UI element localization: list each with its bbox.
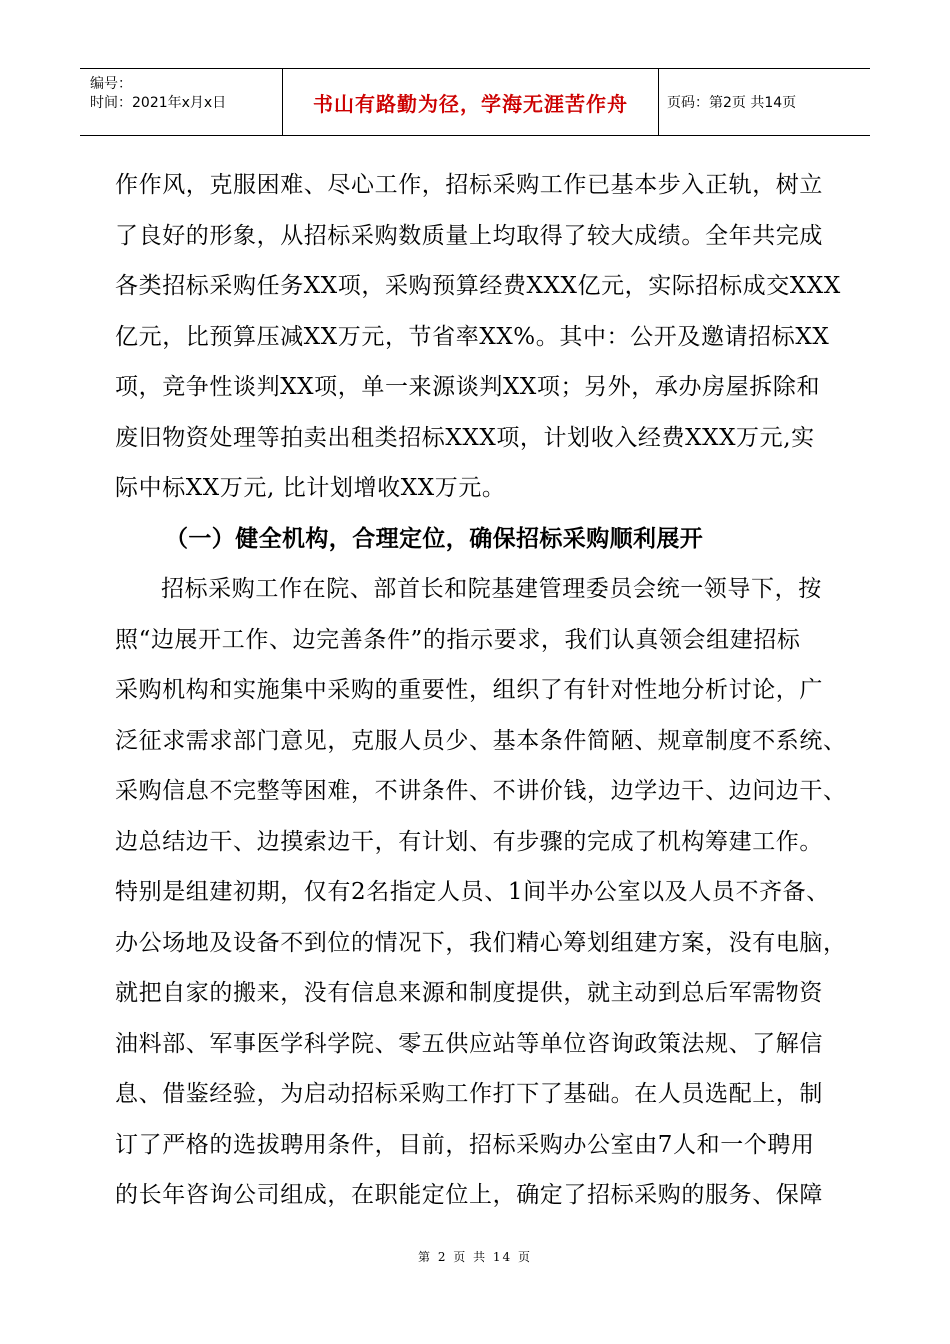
page-footer: 第 2 页 共 14 页 — [418, 1250, 532, 1264]
header-meta-cell — [80, 69, 283, 135]
body-line: 特别是组建初期，仅有2名指定人员、1间半办公室以及人员不齐备、 — [115, 879, 830, 905]
paragraph-first-line: 招标采购工作在院、部首长和院基建管理委员会统一领导下，按 — [161, 576, 822, 602]
document-time-label: 时间：2021年x月x日 — [90, 95, 227, 111]
body-line: 亿元，比预算压减XX万元，节省率XX%。其中：公开及邀请招标XX — [115, 323, 830, 350]
body-line: 采购信息不完整等困难，不讲条件、不讲价钱，边学边干、边问边干、 — [115, 778, 847, 804]
body-line: 废旧物资处理等拍卖出租类招标XXX项，计划收入经费XXX万元,实 — [115, 424, 815, 451]
body-line: 项，竞争性谈判XX项，单一来源谈判XX项；另外，承办房屋拆除和 — [115, 374, 821, 400]
body-line: 的长年咨询公司组成，在职能定位上，确定了招标采购的服务、保障 — [115, 1182, 823, 1208]
body-line: 采购机构和实施集中采购的重要性，组织了有针对性地分析讨论，广 — [115, 677, 823, 703]
body-line: 作作风，克服困难、尽心工作，招标采购工作已基本步入正轨，树立 — [115, 172, 823, 198]
body-line: 了良好的形象，从招标采购数质量上均取得了较大成绩。全年共完成 — [115, 222, 823, 249]
body-line: 油料部、军事医学科学院、零五供应站等单位咨询政策法规、了解信 — [115, 1030, 823, 1057]
body-line: 就把自家的搬来，没有信息来源和制度提供，就主动到总后军需物资 — [115, 980, 823, 1006]
body-line: 泛征求需求部门意见，克服人员少、基本条件简陋、规章制度不系统、 — [115, 727, 847, 754]
body-line: 各类招标采购任务XX项，采购预算经费XXX亿元，实际招标成交XXX — [115, 273, 841, 299]
document-body — [115, 160, 855, 1221]
body-line: 息、借鉴经验，为启动招标采购工作打下了基础。在人员选配上，制 — [115, 1081, 823, 1107]
body-line: 际中标XX万元, 比计划增收XX万元。 — [115, 475, 506, 501]
section-heading: （一）健全机构，合理定位，确保招标采购顺利展开 — [165, 525, 704, 552]
body-line: 照“边展开工作、边完善条件”的指示要求，我们认真领会组建招标 — [115, 626, 801, 653]
document-number-label: 编号： — [90, 76, 132, 92]
body-line: 订了严格的选拔聘用条件，目前，招标采购办公室由7人和一个聘用 — [115, 1131, 815, 1158]
page-header — [80, 68, 870, 136]
body-line: 边总结边干、边摸索边干，有计划、有步骤的完成了机构筹建工作。 — [115, 828, 823, 855]
body-line: 办公场地及设备不到位的情况下，我们精心筹划组建方案，没有电脑， — [115, 929, 847, 956]
header-motto: 书山有路勤为径，学海无涯苦作舟 — [283, 69, 659, 135]
header-page-code: 页码：第2页 共14页 — [667, 95, 797, 111]
